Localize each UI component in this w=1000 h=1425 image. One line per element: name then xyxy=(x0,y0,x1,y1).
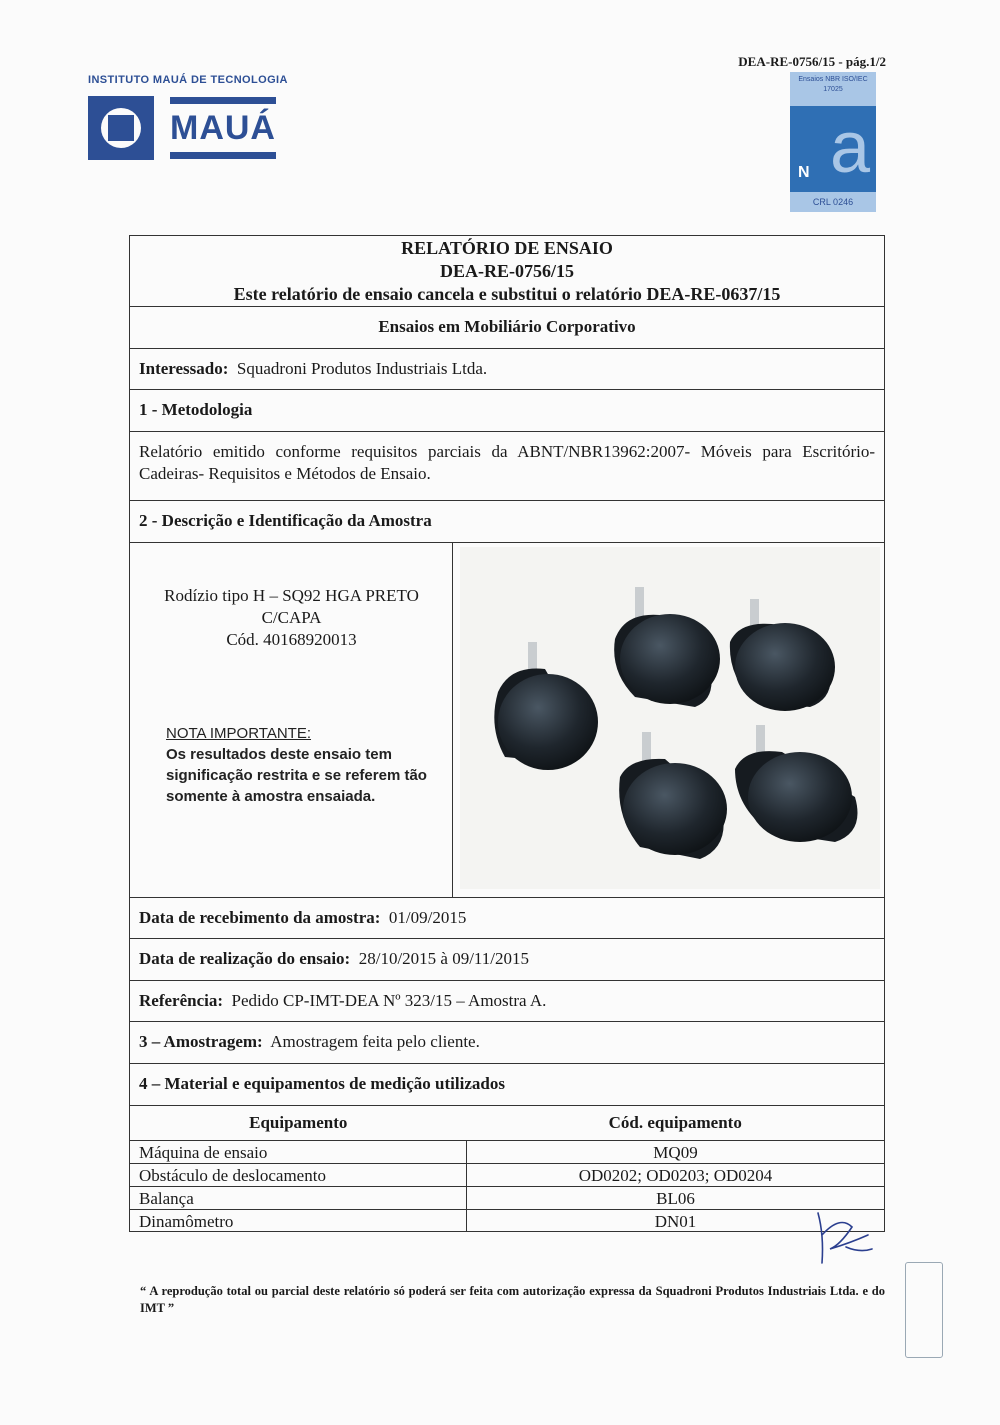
caster-wheels-photo xyxy=(460,547,880,889)
test-report xyxy=(129,235,885,1232)
interessado-row xyxy=(130,349,884,390)
recebimento-row xyxy=(130,898,884,939)
caster-wheel-icon xyxy=(614,587,720,707)
sample-line-2: C/CAPA xyxy=(261,608,322,627)
signature-icon xyxy=(810,1205,880,1270)
material-heading: 4 – Material e equipamentos de medição utilizados xyxy=(130,1064,884,1106)
table-row xyxy=(130,1210,884,1233)
report-title: RELATÓRIO DE ENSAIO xyxy=(401,238,613,258)
logo-bar-bottom xyxy=(170,152,276,159)
equipment-name: Obstáculo de deslocamento xyxy=(130,1164,467,1187)
interessado-value: Squadroni Produtos Industriais Ltda. xyxy=(236,359,488,378)
side-stamp-icon xyxy=(905,1262,943,1358)
referencia-label: Referência: xyxy=(139,991,224,1010)
descricao-heading: 2 - Descrição e Identificação da Amostra xyxy=(130,501,884,543)
logo-wordmark: MAUÁ xyxy=(170,109,276,147)
metodologia-heading: 1 - Metodologia xyxy=(130,390,884,432)
maua-logo-icon xyxy=(88,96,154,160)
equipment-code: MQ09 xyxy=(467,1141,885,1164)
equipment-code: DN01 xyxy=(467,1210,885,1233)
seal-letter: a xyxy=(829,108,870,188)
accreditation-seal xyxy=(790,72,876,212)
institution-name: INSTITUTO MAUÁ DE TECNOLOGIA xyxy=(88,74,288,86)
logo-bar-top xyxy=(170,97,276,104)
caster-wheel-icon xyxy=(494,642,598,770)
sample-code: Cód. 40168920013 xyxy=(226,630,357,649)
sample-line-1: Rodízio tipo H – SQ92 HGA PRETO xyxy=(164,586,419,605)
equipment-name: Balança xyxy=(130,1187,467,1210)
header-cod-equipamento: Cód. equipamento xyxy=(467,1106,885,1141)
caster-wheel-icon xyxy=(619,732,727,859)
sample-description xyxy=(130,543,884,898)
note-title: NOTA IMPORTANTE: xyxy=(166,725,312,742)
table-row xyxy=(130,1141,884,1164)
seal-emblem xyxy=(790,106,876,192)
seal-code: CRL 0246 xyxy=(790,192,876,212)
page-reference: DEA-RE-0756/15 - pág.1/2 xyxy=(738,54,886,69)
header-equipamento: Equipamento xyxy=(130,1106,467,1141)
important-note xyxy=(166,723,456,807)
recebimento-label: Data de recebimento da amostra: xyxy=(139,908,381,927)
referencia-value: Pedido CP-IMT-DEA Nº 323/15 – Amostra A. xyxy=(231,991,547,1010)
note-text: Os resultados deste ensaio tem significação restrita e se referem tão somente à amostra ensaiada. xyxy=(166,746,427,805)
equipment-code: OD0202; OD0203; OD0204 xyxy=(467,1164,885,1187)
report-number: DEA-RE-0756/15 xyxy=(440,261,574,281)
realizacao-row xyxy=(130,939,884,981)
sample-info-cell xyxy=(130,543,453,897)
referencia-row xyxy=(130,981,884,1022)
reproduction-notice: “ A reprodução total ou parcial deste relatório só poderá ser feita com autorização expressa da Squadroni Produtos Industriais Ltda. e do IMT ” xyxy=(140,1284,885,1315)
realizacao-label: Data de realização do ensaio: xyxy=(139,949,351,968)
sample-identification xyxy=(130,585,453,651)
caster-wheel-icon xyxy=(735,725,858,842)
report-subject: Ensaios em Mobiliário Corporativo xyxy=(130,307,884,349)
table-row xyxy=(130,1187,884,1210)
amostragem-value: Amostragem feita pelo cliente. xyxy=(270,1032,480,1051)
report-cancels-note: Este relatório de ensaio cancela e substitui o relatório DEA-RE-0637/15 xyxy=(233,284,781,304)
amostragem-label: 3 – Amostragem: xyxy=(139,1032,263,1051)
caster-wheel-icon xyxy=(730,599,835,711)
equipment-table xyxy=(130,1106,884,1232)
metodologia-text: Relatório emitido conforme requisitos parciais da ABNT/NBR13962:2007- Móveis para Escritório- Cadeiras- Requisitos e Métodos de Ensaio. xyxy=(130,432,884,501)
equipment-name: Máquina de ensaio xyxy=(130,1141,467,1164)
table-header-row xyxy=(130,1106,884,1141)
amostragem-row xyxy=(130,1022,884,1064)
table-row xyxy=(130,1164,884,1187)
equipment-name: Dinamômetro xyxy=(139,1211,234,1231)
equipment-code: BL06 xyxy=(467,1187,885,1210)
interessado-label: Interessado: xyxy=(139,359,229,378)
seal-top-text: Ensaios NBR ISO/IEC 17025 xyxy=(790,72,876,106)
realizacao-value: 28/10/2015 à 09/11/2015 xyxy=(358,949,530,968)
recebimento-value: 01/09/2015 xyxy=(388,908,467,927)
seal-mark: N xyxy=(798,164,810,181)
report-title-block xyxy=(130,236,884,307)
